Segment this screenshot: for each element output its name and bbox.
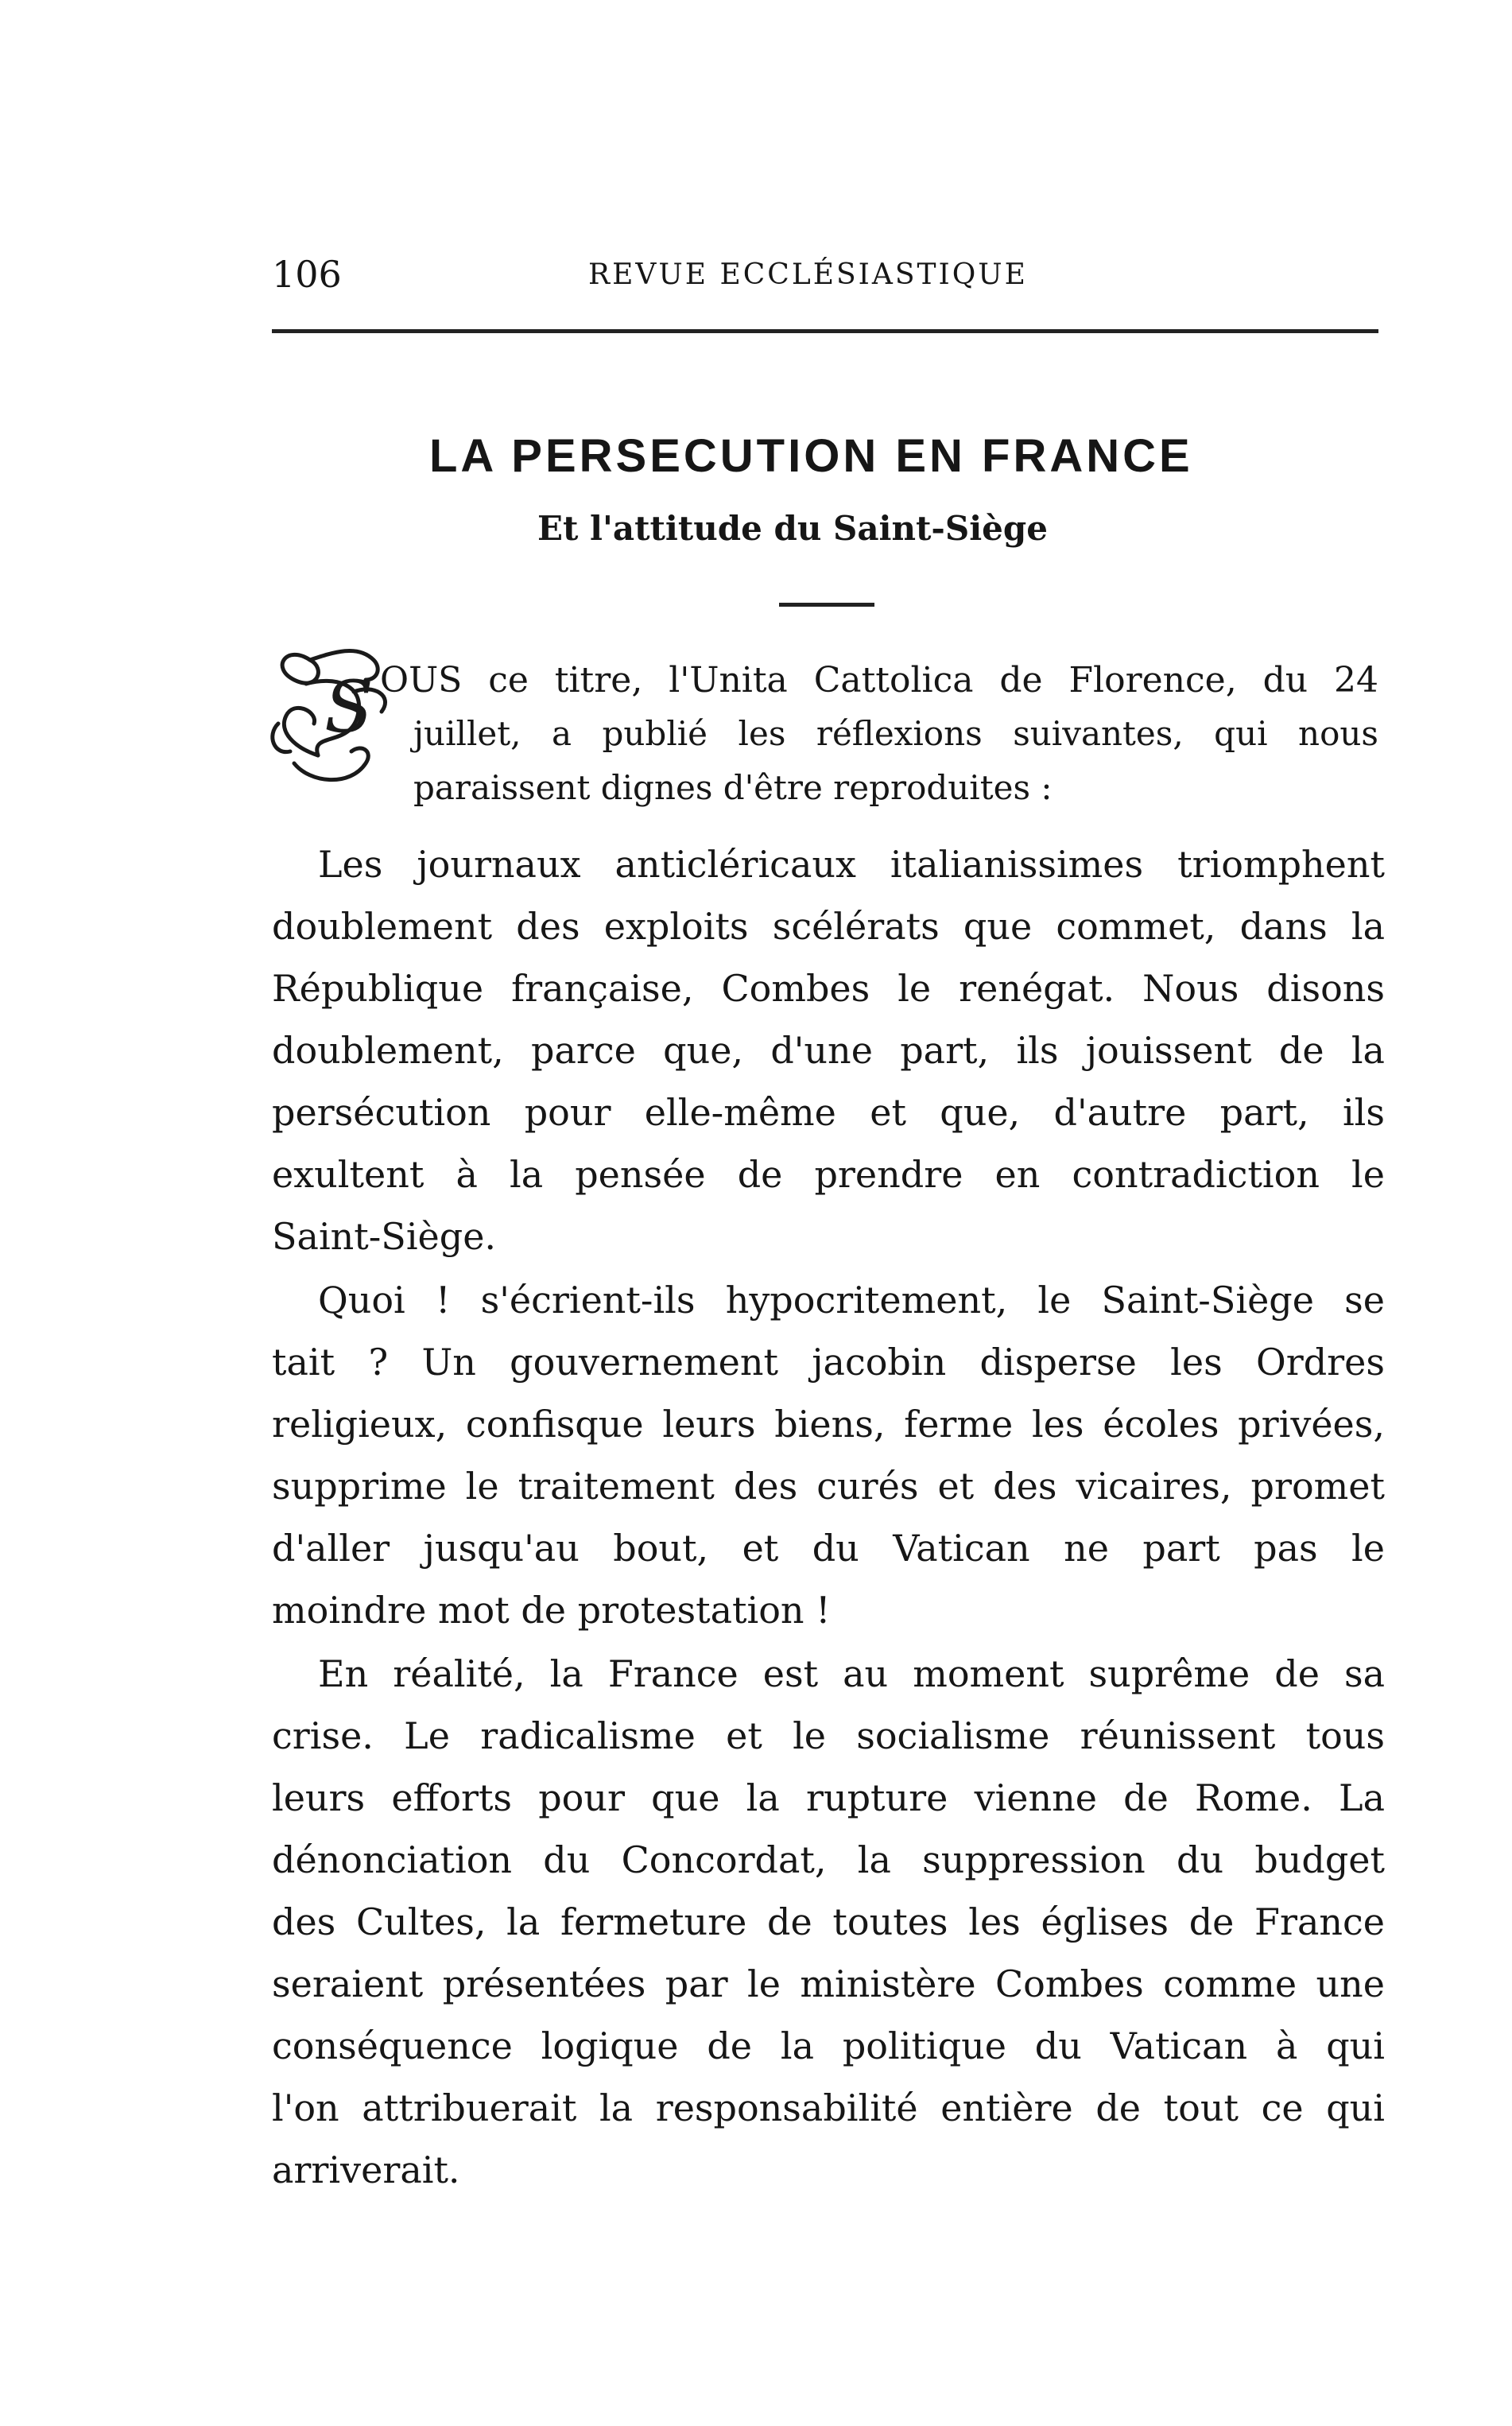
body-line: crise. Le radicalisme et le socialisme réunissent tous bbox=[272, 1714, 1385, 1757]
body-line: arriverait. bbox=[272, 2148, 460, 2191]
body-line: exultent à la pensée de prendre en contradiction le bbox=[272, 1153, 1385, 1196]
running-head: REVUE ECCLÉSIASTIQUE bbox=[588, 258, 1028, 291]
intro-line-3: paraissent dignes d'être reproduites : bbox=[413, 768, 1053, 807]
body-line: tait ? Un gouvernement jacobin disperse les Ordres bbox=[272, 1341, 1385, 1384]
body-line: persécution pour elle-même et que, d'autre part, ils bbox=[272, 1091, 1385, 1134]
body-line: doublement des exploits scélérats que commet, dans la bbox=[272, 905, 1385, 948]
body-line: conséquence logique de la politique du Vatican à qui bbox=[272, 2024, 1385, 2067]
body-line: Les journaux anticléricaux italianissimes triomphent bbox=[318, 843, 1385, 886]
header-rule bbox=[272, 329, 1378, 333]
intro-line-2: juillet, a publié les réflexions suivantes, qui nous bbox=[413, 714, 1378, 753]
body-line: seraient présentées par le ministère Combes comme une bbox=[272, 1962, 1385, 2005]
body-line: République française, Combes le renégat. Nous disons bbox=[272, 967, 1385, 1010]
body-line: Quoi ! s'écrient-ils hypocritement, le Saint-Siège se bbox=[318, 1279, 1385, 1322]
body-line: l'on attribuerait la responsabilité entière de tout ce qui bbox=[272, 2086, 1385, 2129]
body-line: religieux, confisque leurs biens, ferme les écoles privées, bbox=[272, 1403, 1385, 1446]
body-line: leurs efforts pour que la rupture vienne de Rome. La bbox=[272, 1776, 1385, 1819]
article-subtitle: Et l'attitude du Saint-Siège bbox=[537, 509, 1048, 548]
body-line: supprime le traitement des curés et des vicaires, promet bbox=[272, 1465, 1385, 1508]
body-line: d'aller jusqu'au bout, et du Vatican ne part pas le bbox=[272, 1527, 1385, 1570]
body-line: moindre mot de protestation ! bbox=[272, 1589, 831, 1632]
page-number: 106 bbox=[272, 253, 342, 296]
body-line: En réalité, la France est au moment suprême de sa bbox=[318, 1652, 1385, 1695]
title-separator bbox=[779, 603, 874, 607]
intro-line-1: OUS ce titre, l'Unita Cattolica de Florence, du 24 bbox=[380, 660, 1378, 701]
dropcap-letter: S bbox=[324, 666, 374, 749]
body-line: doublement, parce que, d'une part, ils jouissent de la bbox=[272, 1029, 1385, 1072]
body-line: dénonciation du Concordat, la suppression du budget bbox=[272, 1838, 1385, 1881]
body-line: Saint-Siège. bbox=[272, 1215, 497, 1258]
article-title: LA PERSECUTION EN FRANCE bbox=[429, 430, 1193, 482]
body-line: des Cultes, la fermeture de toutes les églises de France bbox=[272, 1900, 1385, 1943]
